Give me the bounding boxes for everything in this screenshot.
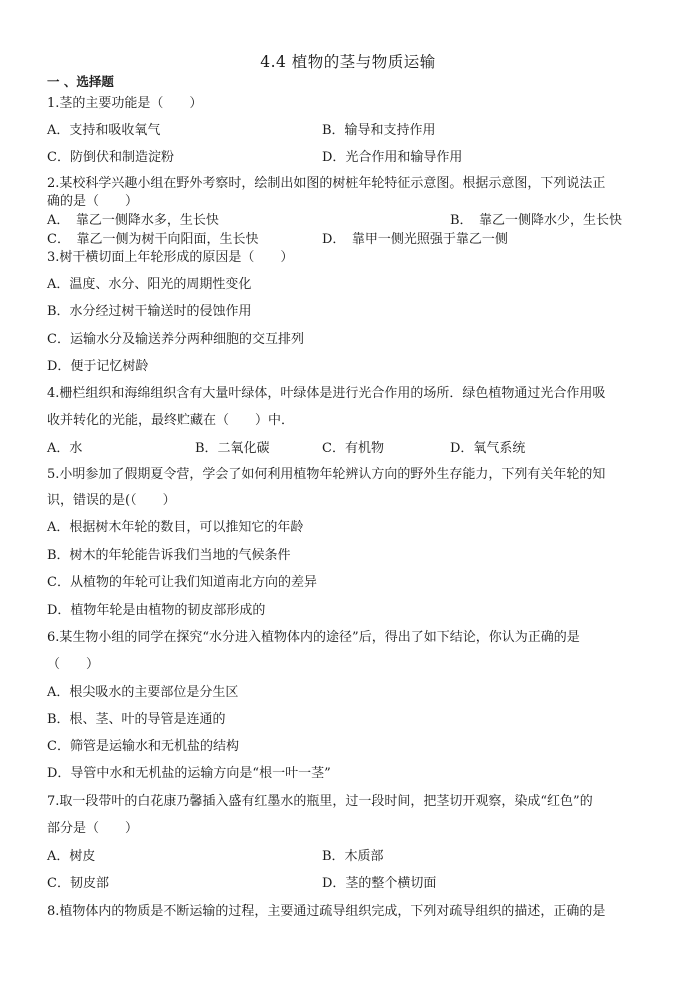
q7-stem-line2: 部分是（ ）	[47, 821, 139, 836]
q7-option-a: A．树皮	[47, 849, 96, 864]
q4-option-a: A．水	[47, 441, 83, 456]
q1-option-b: B．输导和支持作用	[322, 123, 436, 138]
q6-option-c: C．筛管是运输水和无机盐的结构	[47, 739, 239, 754]
q4-stem-line2: 收并转化的光能，最终贮藏在（ ）中．	[47, 413, 295, 428]
q2-stem-line1: 2.某校科学兴趣小组在野外考察时，绘制出如图的树桩年轮特征示意图。根据示意图，下列说法正	[47, 176, 606, 191]
q6-stem-line1: 6.某生物小组的同学在探究“水分进入植物体内的途径”后，得出了如下结论，你认为正确的是	[47, 630, 580, 645]
q4-stem-line1: 4.栅栏组织和海绵组织含有大量叶绿体，叶绿体是进行光合作用的场所．绿色植物通过光合作用吸	[47, 386, 606, 401]
q6-stem-line2: （ ）	[47, 657, 100, 672]
q3-option-b: B．水分经过树干输送时的侵蚀作用	[47, 304, 252, 319]
q1-option-d: D．光合作用和输导作用	[322, 150, 463, 165]
q7-stem-line1: 7.取一段带叶的白花康乃馨插入盛有红墨水的瓶里，过一段时间，把茎切开观察，染成“红色”的	[47, 794, 593, 809]
q6-option-d: D．导管中水和无机盐的运输方向是“根一叶一茎”	[47, 766, 331, 781]
q1-option-a: A．支持和吸收氧气	[47, 123, 161, 138]
q6-option-a: A．根尖吸水的主要部位是分生区	[47, 685, 239, 700]
q5-option-d: D．植物年轮是由植物的韧皮部形成的	[47, 603, 266, 618]
q4-option-c: C．有机物	[322, 441, 384, 456]
q5-option-b: B．树木的年轮能告诉我们当地的气候条件	[47, 548, 291, 563]
q2-option-b: B． 靠乙一侧降水少，生长快	[450, 213, 623, 228]
q2-option-d: D． 靠甲一侧光照强于靠乙一侧	[322, 232, 508, 247]
section-heading: 一 、选择题	[47, 74, 114, 89]
q1-option-c: C．防倒伏和制造淀粉	[47, 150, 174, 165]
q5-option-c: C．从植物的年轮可让我们知道南北方向的差异	[47, 575, 317, 590]
q4-option-b: B．二氧化碳	[195, 441, 270, 456]
q3-option-d: D．便于记忆树龄	[47, 359, 149, 374]
q7-option-c: C．韧皮部	[47, 876, 109, 891]
q4-option-d: D．氧气系统	[450, 441, 526, 456]
q7-option-d: D．茎的整个横切面	[322, 876, 437, 891]
q1-stem: 1.茎的主要功能是（ ）	[47, 96, 203, 111]
q8-stem: 8.植物体内的物质是不断运输的过程，主要通过疏导组织完成，下列对疏导组织的描述，正确的是	[47, 904, 606, 919]
q2-stem-line2: 确的是（ ）	[47, 194, 139, 209]
q5-option-a: A．根据树木年轮的数目，可以推知它的年龄	[47, 520, 304, 535]
page-title: 4.4 植物的茎与物质运输	[260, 53, 436, 71]
q7-option-b: B．木质部	[322, 849, 384, 864]
q3-option-a: A．温度、水分、阳光的周期性变化	[47, 277, 252, 292]
q3-option-c: C．运输水分及输送养分两种细胞的交互排列	[47, 332, 304, 347]
q5-stem-line2: 识，错误的是(（ ）	[47, 493, 176, 508]
q6-option-b: B．根、茎、叶的导管是连通的	[47, 712, 226, 727]
q2-option-a: A． 靠乙一侧降水多，生长快	[47, 213, 219, 228]
q3-stem: 3.树干横切面上年轮形成的原因是（ ）	[47, 250, 294, 265]
q5-stem-line1: 5.小明参加了假期夏令营，学会了如何利用植物年轮辨认方向的野外生存能力，下列有关年轮的知	[47, 467, 606, 482]
q2-option-c: C． 靠乙一侧为树干向阳面，生长快	[47, 232, 259, 247]
